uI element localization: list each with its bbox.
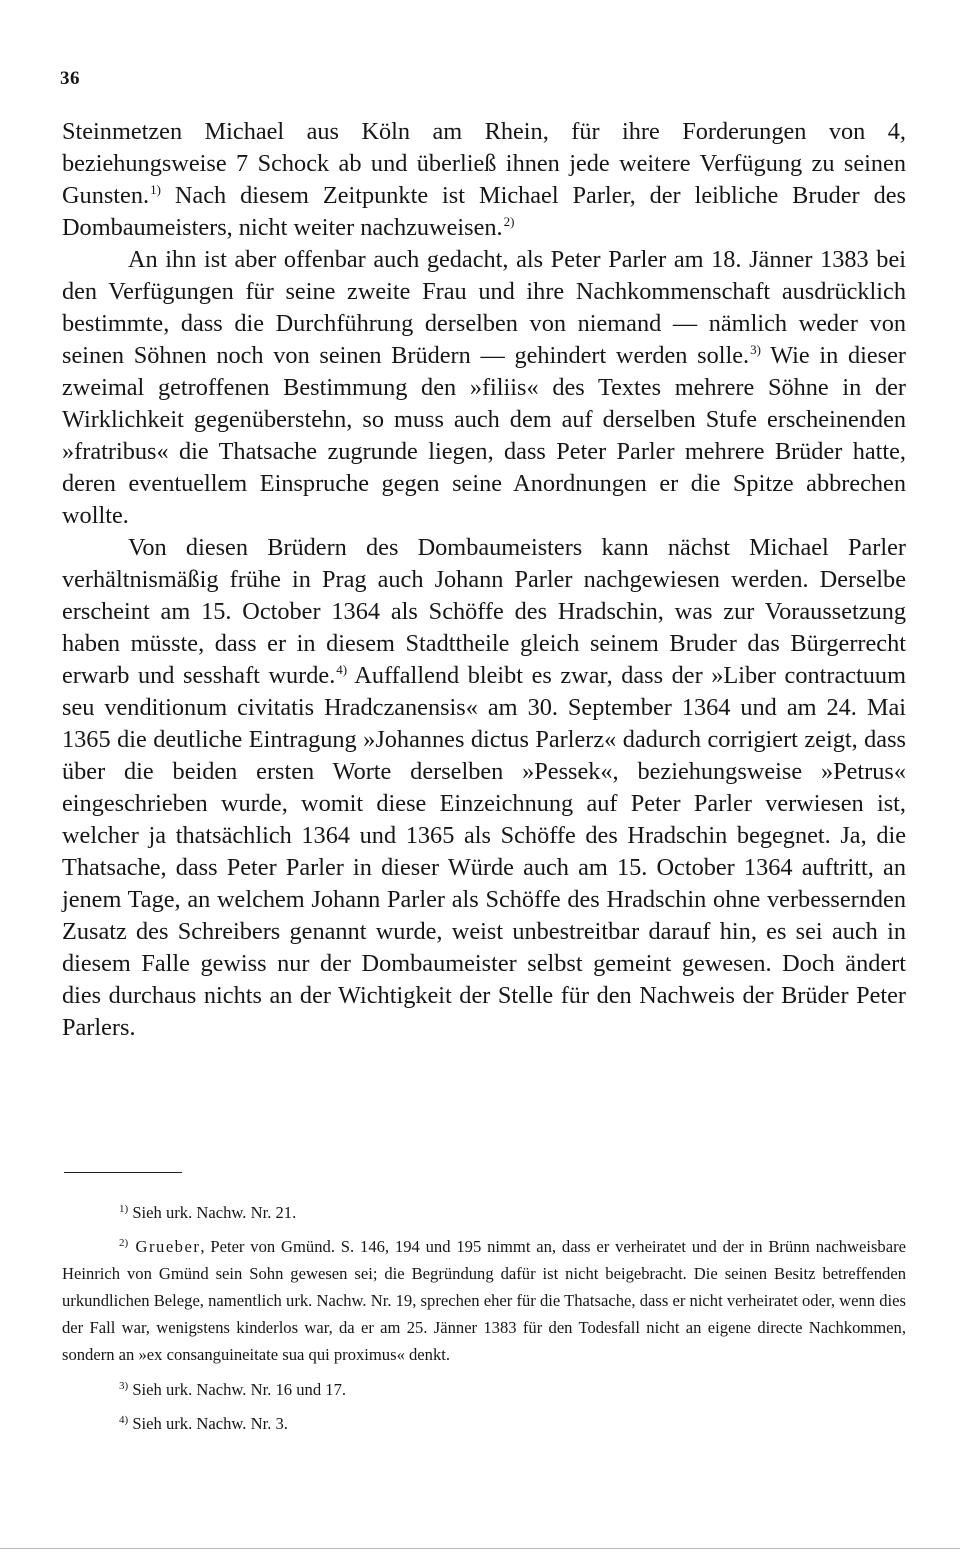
footnote-4: [62, 1410, 906, 1437]
footnote-divider: [64, 1172, 182, 1173]
paragraph-1-text-b: Nach diesem Zeitpunkte ist Michael Parler, der leibliche Bruder des Dombaumeisters, nicht weiter nachzuweisen.: [62, 182, 906, 241]
footnote-mark-4: 4): [119, 1414, 129, 1426]
footnote-2-text: , Peter von Gmünd. S. 146, 194 und 195 nimmt an, dass er verheiratet und der in Brünn nachweisbare Heinrich von Gmünd sein Sohn gewesen sei; die Begründung dafür ist nicht beigebracht. Die seinen Besitz betreffenden urkundlichen Belege, namentlich urk. Nachw. Nr. 19, sprechen eher für die Thatsache, dass er nicht verheiratet oder, wenn dies der Fall war, wenigstens kinderlos war, da er am 25. Jänner 1383 für den Todesfall nicht an eigene directe Nachkommen, sondern an »ex consanguineitate sua qui proximus« denkt.: [62, 1237, 906, 1364]
paragraph-2-text-a: An ihn ist aber offenbar auch gedacht, als Peter Parler am 18. Jänner 1383 bei den Verfügungen für seine zweite Frau und ihre Nachkommenschaft ausdrücklich bestimmte, dass die Durchführung derselben von niemand — nämlich weder von seinen Söhnen noch von seinen Brüdern — gehindert werden solle.: [62, 246, 906, 369]
paragraph-1: [62, 116, 906, 244]
paragraph-1-text-a: Steinmetzen Michael aus Köln am Rhein, für ihre Forderungen von 4, beziehungsweise 7 Schock ab und überließ ihnen jede weitere Verfügung zu seinen Gunsten.: [62, 118, 906, 209]
footnote-mark-1: 1): [119, 1203, 129, 1215]
footnote-1: [62, 1199, 906, 1226]
footnote-mark-2: 2): [119, 1237, 129, 1249]
footnote-ref-4: 4): [336, 662, 348, 677]
footnote-ref-3: 3): [750, 342, 761, 357]
footnote-1-text: Sieh urk. Nachw. Nr. 21.: [128, 1203, 297, 1222]
footnote-2-author: Grueber: [128, 1237, 201, 1256]
paragraph-3: [62, 532, 906, 1044]
footnote-ref-1: 1): [150, 182, 161, 197]
paragraph-3-text-a: Von diesen Brüdern des Dombaumeisters kann nächst Michael Parler verhältnismäßig frühe in Prag auch Johann Parler nachgewiesen werden. Derselbe erscheint am 15. October 1364 als Schöffe des Hradschin, was zur Voraussetzung haben müsste, dass er in diesem Stadttheile gleich seinem Bruder das Bürgerrecht erwarb und sesshaft wurde.: [62, 534, 906, 689]
paragraph-2: [62, 244, 906, 532]
main-text: [62, 116, 906, 1044]
footnote-2: [62, 1233, 906, 1368]
footnote-4-text: Sieh urk. Nachw. Nr. 3.: [128, 1414, 288, 1433]
footnote-3: [62, 1376, 906, 1403]
paragraph-2-text-b: Wie in dieser zweimal getroffenen Bestimmung den »filiis« des Textes mehrere Söhne in der Wirklichkeit gegenüberstehn, so muss auch dem auf derselben Stufe erscheinenden »fratribus« die Thatsache zugrunde liegen, dass Peter Parler mehrere Brüder hatte, deren eventuellem Einspruche gegen seine Anordnungen er die Spitze abbrechen wollte.: [62, 342, 906, 529]
footnotes: [62, 1199, 906, 1437]
page-number: 36: [60, 68, 80, 89]
footnote-3-text: Sieh urk. Nachw. Nr. 16 und 17.: [128, 1380, 347, 1399]
page-bottom-edge: [0, 1548, 960, 1549]
paragraph-3-text-b: Auffallend bleibt es zwar, dass der »Liber contractuum seu venditionum civitatis Hradczanensis« am 30. September 1364 und am 24. Mai 1365 die deutliche Eintragung »Johannes dictus Parlerz« dadurch corrigiert zeigt, dass über die beiden ersten Worte derselben »Pessek«, beziehungsweise »Petrus« eingeschrieben wurde, womit diese Einzeichnung auf Peter Parler verwiesen ist, welcher ja thatsächlich 1364 und 1365 als Schöffe des Hradschin begegnet. Ja, die Thatsache, dass Peter Parler in dieser Würde auch am 15. October 1364 auftritt, an jenem Tage, an welchem Johann Parler als Schöffe des Hradschin ohne verbessernden Zusatz des Schreibers genannt wurde, weist unbestreitbar darauf hin, es sei auch in diesem Falle gewiss nur der Dombaumeister selbst gemeint gewesen. Doch ändert dies durchaus nichts an der Wichtigkeit der Stelle für den Nachweis der Brüder Peter Parlers.: [62, 662, 906, 1041]
footnote-ref-2: 2): [503, 214, 515, 229]
footnote-mark-3: 3): [119, 1380, 129, 1392]
